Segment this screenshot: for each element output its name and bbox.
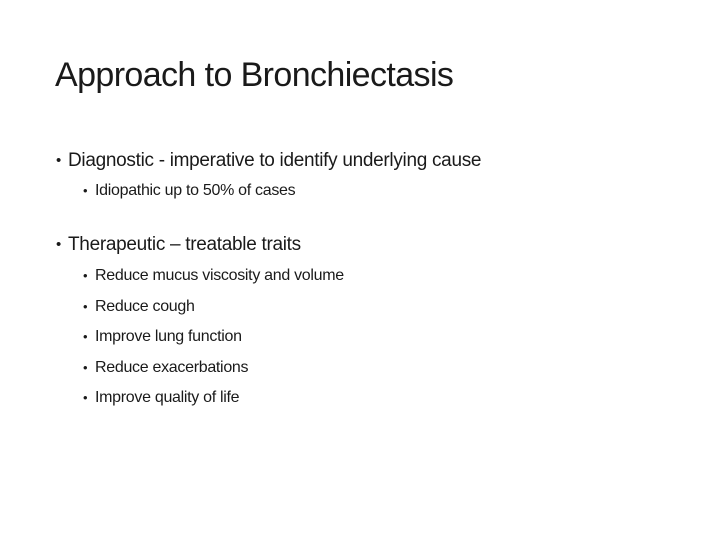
section-heading: Therapeutic – treatable traits [68,234,301,255]
bullet-level2 [83,180,696,202]
list-item-text: Improve lung function [95,328,242,345]
list-item-text: Idiopathic up to 50% of cases [95,182,296,199]
slide-content [56,148,696,409]
bullet-dot-icon: • [56,152,61,169]
slide-title: Approach to Bronchiectasis [55,56,454,94]
bullet-dot-icon: • [83,359,88,375]
bullet-level2 [83,387,696,409]
bullet-dot-icon: • [83,390,88,405]
bullet-level2 [83,357,696,379]
bullet-dot-icon: • [83,268,88,283]
bullet-level1 [56,148,696,174]
list-item-text: Reduce exacerbations [95,358,249,376]
list-item-text: Improve quality of life [95,389,240,406]
bullet-dot-icon: • [83,329,88,344]
section-heading: Diagnostic - imperative to identify underlying cause [68,150,482,171]
section-diagnostic [56,148,696,202]
bullet-dot-icon: • [83,298,88,314]
section-therapeutic [56,232,696,409]
bullet-level1 [56,232,696,258]
bullet-level2 [83,265,696,287]
list-item-text: Reduce mucus viscosity and volume [95,267,344,284]
bullet-level2 [83,326,696,348]
list-item-text: Reduce cough [95,297,195,315]
bullet-dot-icon: • [56,236,61,253]
bullet-level2 [83,296,696,318]
bullet-dot-icon: • [83,183,88,198]
